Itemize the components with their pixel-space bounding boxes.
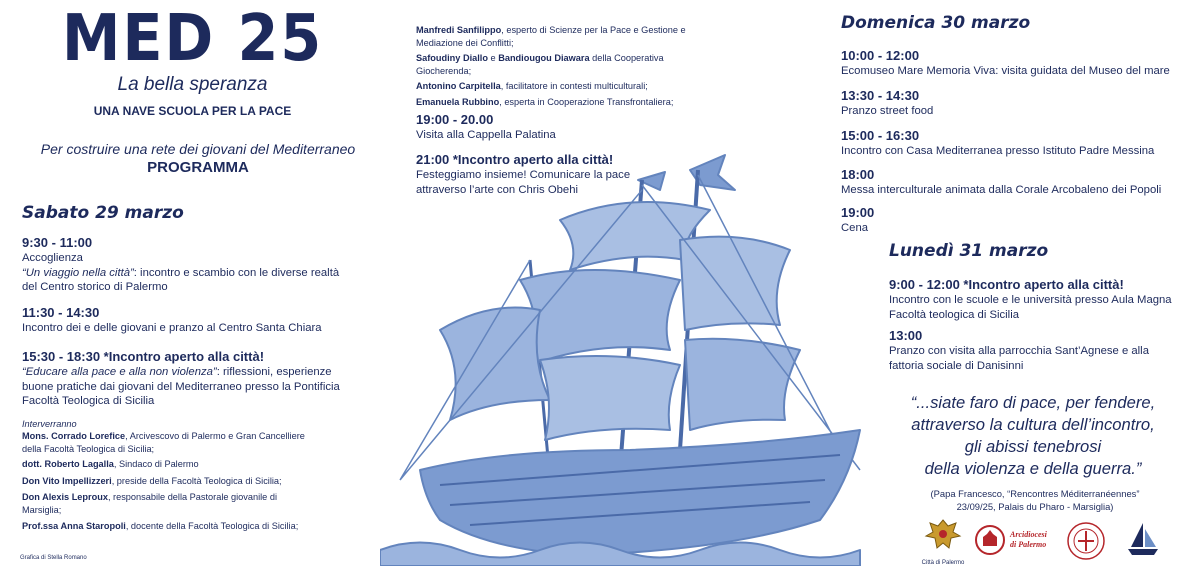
slot-time: 9:00 - 12:00 *Incontro aperto alla città! xyxy=(889,277,1124,292)
middle-speaker-list xyxy=(416,24,716,109)
slot-desc-rest: : riflessioni, esperienze xyxy=(216,366,332,378)
slot-desc: Facoltà teologica di Sicilia xyxy=(889,308,1019,321)
arcidiocesi-logo xyxy=(974,524,1054,560)
slot-time: 11:30 - 14:30 xyxy=(22,305,100,320)
programma-heading: PROGRAMMA xyxy=(147,159,249,176)
monday-heading: Lunedì 31 marzo xyxy=(889,241,1049,261)
slot-time: 15:00 - 16:30 xyxy=(841,128,920,143)
speaker-item xyxy=(22,430,322,443)
sailboat-icon xyxy=(1125,521,1161,557)
sunday-slot-1 xyxy=(841,48,1191,79)
slot-desc-italic: “Un viaggio nella città” xyxy=(22,266,134,279)
sunday-heading: Domenica 30 marzo xyxy=(841,13,1031,33)
slot-time: 19:00 - 20.00 xyxy=(416,112,494,127)
med25-ship-logo xyxy=(1125,521,1161,557)
speaker-item: Marsiglia; xyxy=(22,504,62,515)
quote-line: attraverso la cultura dell’incontro, xyxy=(911,415,1155,434)
speaker-item xyxy=(416,52,716,65)
speaker-name: Antonino Carpitella xyxy=(416,81,501,92)
slot-desc: Visita alla Cappella Palatina xyxy=(416,129,556,141)
speaker-name: Don Alexis Leproux xyxy=(22,492,108,503)
speaker-item xyxy=(416,80,716,93)
quote-line: gli abissi tenebrosi xyxy=(964,437,1102,456)
slot-desc: fattoria sociale di Danisinni xyxy=(889,359,1024,372)
speaker-role: , esperta in Cooperazione Transfrontaliera; xyxy=(499,96,674,107)
slot-desc xyxy=(22,365,392,380)
slot-desc: attraverso l’arte con Chris Obehi xyxy=(416,183,578,196)
speaker-name: Emanuela Rubbino xyxy=(416,96,500,107)
saturday-slot-5 xyxy=(416,152,716,197)
speaker-name: Don Vito Impellizzeri xyxy=(22,475,112,486)
sunday-slot-2 xyxy=(841,88,1191,119)
speaker-list xyxy=(22,430,322,532)
ship-illustration xyxy=(380,150,880,566)
speaker-name: Prof.ssa Anna Staropoli xyxy=(22,520,126,531)
slot-desc xyxy=(22,266,392,281)
saturday-heading: Sabato 29 marzo xyxy=(22,203,184,223)
quote-line: “...siate faro di pace, per fendere, xyxy=(910,393,1156,412)
speaker-role: , Arcivescovo di Palermo e Gran Cancelliere xyxy=(125,431,305,441)
speaker-item xyxy=(22,458,322,471)
intro-text: Per costruire una rete dei giovani del Mediterraneo xyxy=(40,141,356,157)
saturday-slot-1 xyxy=(22,235,392,295)
speaker-name: dott. Roberto Lagalla xyxy=(22,459,114,470)
slot-desc: Pranzo street food xyxy=(841,105,934,117)
slot-desc-italic: “Educare alla pace e alla non violenza” xyxy=(22,366,217,378)
speaker-item: Mediazione dei Conflitti; xyxy=(416,37,514,48)
citta-di-palermo-logo xyxy=(920,517,966,565)
speaker-item: Giocherenda; xyxy=(416,65,472,76)
speaker-role: , preside della Facoltà Teologica di Sicilia; xyxy=(111,475,282,486)
faculty-seal-icon xyxy=(1066,521,1106,561)
quote-source-line: (Papa Francesco, “Rencontres Méditerranéennes” xyxy=(930,488,1140,499)
quote-source-line: 23/09/25, Palais du Pharo - Marsiglia) xyxy=(956,501,1114,512)
speaker-role: , docente della Facoltà Teologica di Sicilia; xyxy=(125,520,299,531)
sunday-slot-5 xyxy=(841,205,1191,236)
speaker-role: , esperto di Scienze per la Pace e Gestione e xyxy=(501,25,686,35)
slot-desc: Incontro con Casa Mediterranea presso Istituto Padre Messina xyxy=(841,145,1155,157)
eagle-crest-icon xyxy=(920,517,966,555)
saturday-slot-4 xyxy=(416,112,716,143)
slot-desc: Cena xyxy=(841,222,869,234)
speaker-name: Safoudiny Diallo xyxy=(416,53,488,64)
slot-desc: Incontro con le scuole e le università presso Aula Magna xyxy=(889,294,1172,306)
speaker-item xyxy=(22,475,322,488)
slot-desc: Incontro dei e delle giovani e pranzo al Centro Santa Chiara xyxy=(22,322,322,334)
speaker-item xyxy=(416,96,716,109)
arcidiocesi-line: di Palermo xyxy=(1010,540,1047,549)
quote-line: della violenza e della guerra.” xyxy=(924,459,1142,478)
design-credit: Grafica di Stella Romano xyxy=(20,555,87,561)
slot-desc-rest: : incontro e scambio con le diverse realtà xyxy=(133,266,340,279)
speaker-conj: e xyxy=(487,53,499,64)
slot-desc: Ecomuseo Mare Memoria Viva: visita guidata del Museo del mare xyxy=(841,65,1170,77)
slot-desc: Festeggiamo insieme! Comunicare la pace xyxy=(416,169,631,181)
pope-quote xyxy=(898,392,1168,480)
slot-time: 13:30 - 14:30 xyxy=(841,88,920,103)
speaker-name: Mons. Corrado Lorefice xyxy=(22,431,126,441)
arcidiocesi-text xyxy=(1010,530,1047,550)
citta-logo-label: Città di Palermo xyxy=(921,560,965,566)
speaker-item xyxy=(416,24,716,37)
slot-desc: Pranzo con visita alla parrocchia Sant’Agnese e alla xyxy=(889,345,1149,357)
speaker-item xyxy=(22,491,322,504)
cathedral-seal-icon xyxy=(974,524,1006,556)
slot-time: 21:00 *Incontro aperto alla città! xyxy=(416,152,614,167)
slot-time: 9:30 - 11:00 xyxy=(22,235,93,250)
slot-time: 15:30 - 18:30 *Incontro aperto alla città! xyxy=(22,349,265,364)
slot-desc: buone pratiche dai giovani del Mediterraneo presso la Pontificia xyxy=(22,380,340,393)
speaker-item: della Facoltà Teologica di Sicilia; xyxy=(22,443,155,454)
event-subtitle: La bella speranza xyxy=(117,74,268,95)
arcidiocesi-line: Arcidiocesi xyxy=(1010,530,1047,539)
slot-time: 13:00 xyxy=(889,328,923,343)
monday-slot-1 xyxy=(889,277,1194,322)
quote-source xyxy=(900,487,1170,513)
slot-desc: Messa interculturale animata dalla Corale Arcobaleno dei Popoli xyxy=(841,184,1162,196)
slot-time: 18:00 xyxy=(841,167,875,182)
slot-desc: Facoltà Teologica di Sicilia xyxy=(22,395,155,408)
monday-slot-2 xyxy=(889,328,1194,373)
slot-desc: del Centro storico di Palermo xyxy=(22,281,168,294)
speaker-item xyxy=(22,520,322,533)
event-title: MED 25 xyxy=(61,2,324,76)
speaker-name: Manfredi Sanfilippo xyxy=(416,25,502,35)
saturday-slot-3 xyxy=(22,349,392,409)
speaker-role: , responsabile della Pastorale giovanile di xyxy=(107,492,277,503)
sunday-slot-3 xyxy=(841,128,1191,159)
event-tagline: UNA NAVE SCUOLA PER LA PACE xyxy=(93,104,292,118)
sunday-slot-4 xyxy=(841,167,1196,198)
interverranno-label: Interverranno xyxy=(22,419,77,429)
speaker-role: , Sindaco di Palermo xyxy=(113,459,199,470)
saturday-slot-2 xyxy=(22,305,392,336)
speaker-role: della Cooperativa xyxy=(589,53,664,64)
slot-time: 10:00 - 12:00 xyxy=(841,48,920,63)
speaker-name: Bandiougou Diawara xyxy=(498,53,590,64)
speaker-role: , facilitatore in contesti multiculturali; xyxy=(500,81,648,92)
facolta-teologica-logo xyxy=(1066,521,1106,561)
slot-desc: Accoglienza xyxy=(22,252,83,264)
slot-time: 19:00 xyxy=(841,205,875,220)
